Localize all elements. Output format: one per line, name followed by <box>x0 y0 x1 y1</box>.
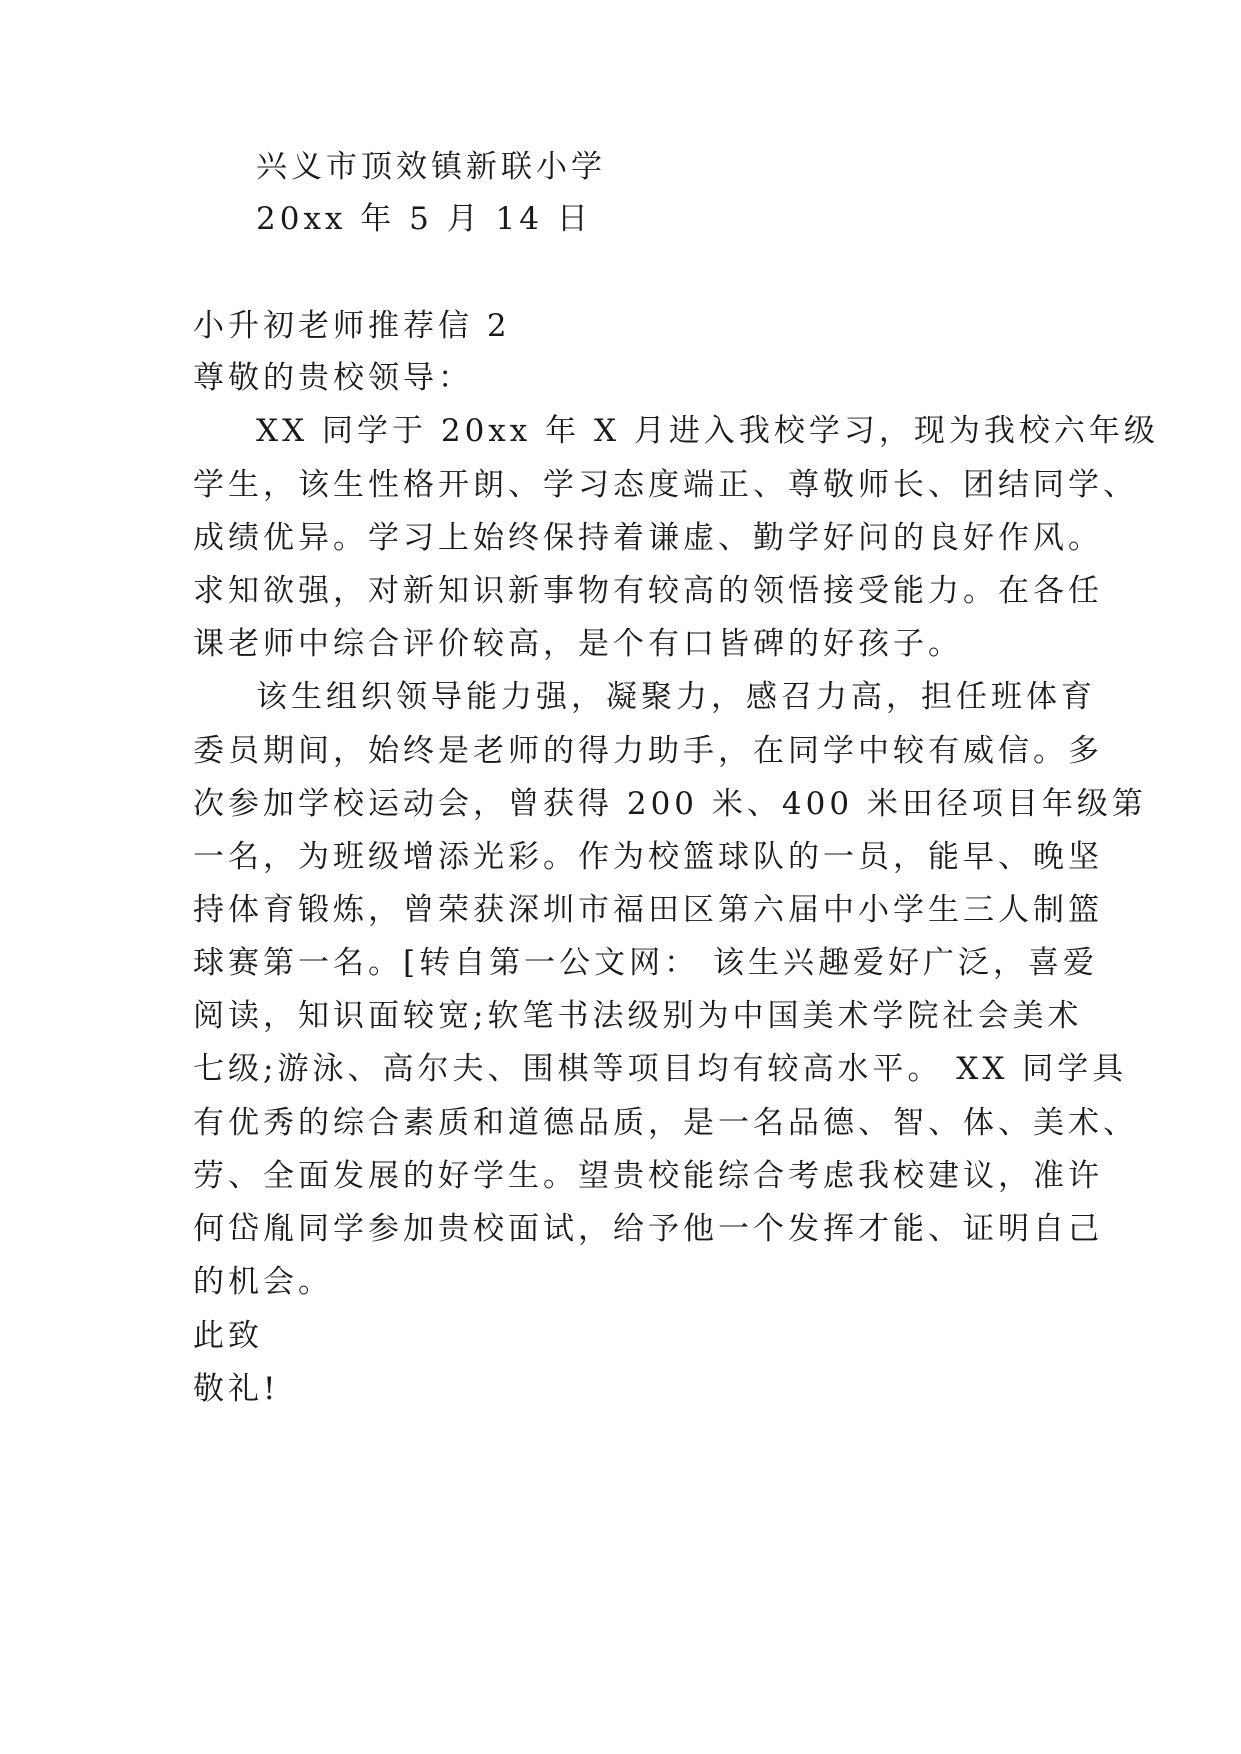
letter-title: 小升初老师推荐信 2 <box>193 308 511 344</box>
paragraph2-line: 一名，为班级增添光彩。作为校篮球队的一员，能早、晚坚 <box>193 839 1103 875</box>
paragraph2-line: 劳、全面发展的好学生。望贵校能综合考虑我校建议，准许 <box>193 1158 1103 1194</box>
signature-date: 20xx 年 5 月 14 日 <box>256 201 592 237</box>
signature-school: 兴义市顶效镇新联小学 <box>256 149 606 185</box>
paragraph1-line: 学生，该生性格开朗、学习态度端正、尊敬师长、团结同学、 <box>193 467 1138 503</box>
paragraph2-line: 的机会。 <box>193 1264 333 1300</box>
paragraph1-line: XX 同学于 20xx 年 X 月进入我校学习，现为我校六年级 <box>256 413 1159 449</box>
paragraph2-line: 七级;游泳、高尔夫、围棋等项目均有较高水平。 XX 同学具 <box>193 1051 1128 1087</box>
paragraph2-line: 该生组织领导能力强，凝聚力，感召力高，担任班体育 <box>256 679 1096 715</box>
paragraph1-line: 求知欲强，对新知识新事物有较高的领悟接受能力。在各任 <box>193 573 1103 609</box>
paragraph2-line: 何岱胤同学参加贵校面试，给予他一个发挥才能、证明自己 <box>193 1211 1103 1247</box>
paragraph2-line: 次参加学校运动会，曾获得 200 米、400 米田径项目年级第 <box>193 786 1147 822</box>
letter-salutation: 尊敬的贵校领导： <box>193 360 473 396</box>
paragraph2-line: 有优秀的综合素质和道德品质，是一名品德、智、体、美术、 <box>193 1105 1138 1141</box>
paragraph2-line: 阅读，知识面较宽;软笔书法级别为中国美术学院社会美术 <box>193 998 1083 1034</box>
paragraph2-line: 持体育锻炼，曾荣获深圳市福田区第六届中小学生三人制篮 <box>193 892 1103 928</box>
paragraph2-line: 球赛第一名。[转自第一公文网： 该生兴趣爱好广泛，喜爱 <box>193 945 1098 981</box>
paragraph2-line: 委员期间，始终是老师的得力助手，在同学中较有威信。多 <box>193 733 1103 769</box>
paragraph1-line: 成绩优异。学习上始终保持着谦虚、勤学好问的良好作风。 <box>193 520 1103 556</box>
closing-line-1: 此致 <box>193 1318 263 1354</box>
paragraph1-line: 课老师中综合评价较高，是个有口皆碑的好孩子。 <box>193 626 963 662</box>
closing-line-2: 敬礼! <box>193 1371 280 1407</box>
